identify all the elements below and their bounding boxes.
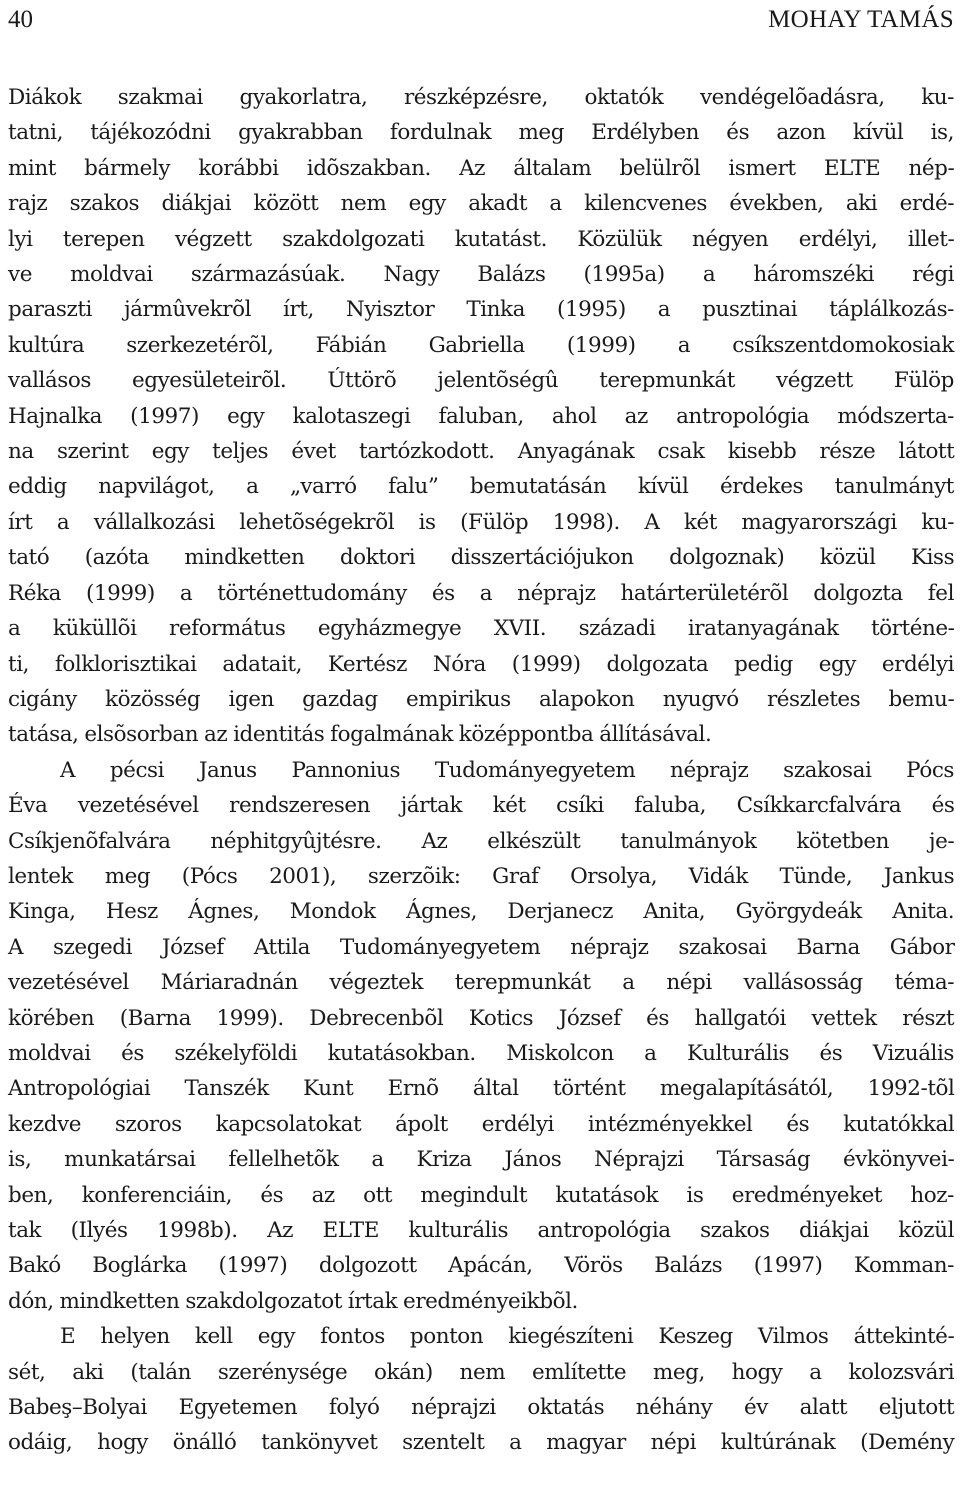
text-line: lentek meg (Pócs 2001), szerzõik: Graf Orsolya, Vidák Tünde, Jankus (8, 863, 955, 889)
text-line: Diákok szakmai gyakorlatra, részképzésre, oktatók vendégelõadásra, ku- (8, 85, 954, 110)
text-line: sét, aki (talán szerénysége okán) nem említette meg, hogy a kolozsvári (8, 1359, 955, 1385)
text-line: is, munkatársai fellelhetõk a Kriza János Néprajzi Társaság évkönyvei- (8, 1147, 955, 1173)
text-line: A pécsi Janus Pannonius Tudományegyetem néprajz szakosai Pócs (60, 757, 954, 783)
text-line: a küküllõi református egyházmegye XVII. századi iratanyagának történe- (8, 616, 955, 642)
text-line: Éva vezetésével rendszeresen jártak két csíki faluba, Csíkkarcfalvára és (8, 793, 955, 819)
text-line: rajz szakos diákjai között nem egy akadt a kilencvenes években, aki erdé- (8, 191, 955, 217)
text-line: lyi terepen végzett szakdolgozati kutatást. Közülük négyen erdélyi, illet- (8, 226, 955, 252)
running-title: MOHAY TAMÁS (768, 6, 954, 33)
text-line: Kinga, Hesz Ágnes, Mondok Ágnes, Derjanecz Anita, Györgydeák Anita. (8, 899, 955, 925)
paragraph-1 (8, 80, 954, 753)
book-page (8, 0, 954, 1461)
text-line: na szerint egy teljes évet tartózkodott. Anyagának csak kisebb része látott (8, 439, 955, 465)
text-line: kultúra szerkezetérõl, Fábián Gabriella (1999) a csíkszentdomokosiak (8, 332, 954, 358)
text-line: vezetésével Máriaradnán végeztek terepmunkát a népi vallásosság téma- (8, 970, 955, 996)
running-head (8, 0, 954, 40)
text-line: tatása, elsõsorban az identitás fogalmának középpontba állításával. (8, 722, 712, 748)
text-line: mint bármely korábbi idõszakban. Az általam belülrõl ismert ELTE nép- (8, 155, 955, 181)
text-line: odáig, hogy önálló tankönyvet szentelt a magyar népi kultúrának (Demény (8, 1430, 955, 1456)
text-line: ti, folklorisztikai adatait, Kertész Nóra (1999) dolgozata pedig egy erdélyi (8, 651, 955, 677)
text-line: cigány közösség igen gazdag empirikus alapokon nyugvó részletes bemu- (8, 686, 955, 712)
text-line: moldvai és székelyföldi kutatásokban. Miskolcon a Kulturális és Vizuális (8, 1040, 954, 1066)
text-line: Réka (1999) a történettudomány és a néprajz határterületérõl dolgozta fel (8, 580, 954, 606)
text-line: körében (Barna 1999). Debrecenbõl Kotics József és hallgatói vettek részt (8, 1005, 955, 1031)
body-text (8, 80, 954, 1461)
text-line: E helyen kell egy fontos ponton kiegészíteni Keszeg Vilmos áttekinté- (60, 1324, 955, 1350)
text-line: írt a vállalkozási lehetõségekrõl is (Fülöp 1998). A két magyarországi ku- (8, 509, 955, 535)
text-line: kezdve szoros kapcsolatokat ápolt erdélyi intézményekkel és kutatókkal (8, 1111, 955, 1137)
text-line: Babeş–Bolyai Egyetemen folyó néprajzi oktatás néhány év alatt eljutott (8, 1395, 955, 1421)
text-line: paraszti jármûvekrõl írt, Nyisztor Tinka (1995) a pusztinai táplálkozás- (8, 297, 954, 323)
paragraph-3 (8, 1319, 954, 1461)
text-line: tak (Ilyés 1998b). Az ELTE kulturális antropológia szakos diákjai közül (8, 1218, 954, 1243)
text-line: tatni, tájékozódni gyakrabban fordulnak meg Erdélyben és azon kívül is, (8, 120, 954, 146)
text-line: Hajnalka (1997) egy kalotaszegi faluban, ahol az antropológia módszerta- (8, 403, 954, 429)
text-line: Antropológiai Tanszék Kunt Ernõ által történt megalapításától, 1992-tõl (8, 1076, 955, 1102)
text-line: ve moldvai származásúak. Nagy Balázs (1995a) a háromszéki régi (8, 262, 955, 288)
text-line: Bakó Boglárka (1997) dolgozott Apácán, Vörös Balázs (1997) Komman- (8, 1253, 954, 1279)
paragraph-2 (8, 753, 954, 1320)
text-line: eddig napvilágot, a „varró falu” bemutatásán kívül érdekes tanulmányt (8, 474, 954, 500)
text-line: ben, konferenciáin, és az ott megindult kutatások is eredményeket hoz- (8, 1182, 954, 1208)
page-number: 40 (8, 6, 33, 33)
text-line: Csíkjenõfalvára néphitgyûjtésre. Az elkészült tanulmányok kötetben je- (8, 828, 955, 854)
text-line: vallásos egyesületeirõl. Úttörõ jelentõségû terepmunkát végzett Fülöp (8, 368, 954, 394)
text-line: tató (azóta mindketten doktori disszertációjukon dolgoznak) közül Kiss (8, 545, 955, 571)
text-line: A szegedi József Attila Tudományegyetem néprajz szakosai Barna Gábor (8, 934, 955, 960)
text-line: dón, mindketten szakdolgozatot írtak eredményeikbõl. (8, 1288, 578, 1314)
